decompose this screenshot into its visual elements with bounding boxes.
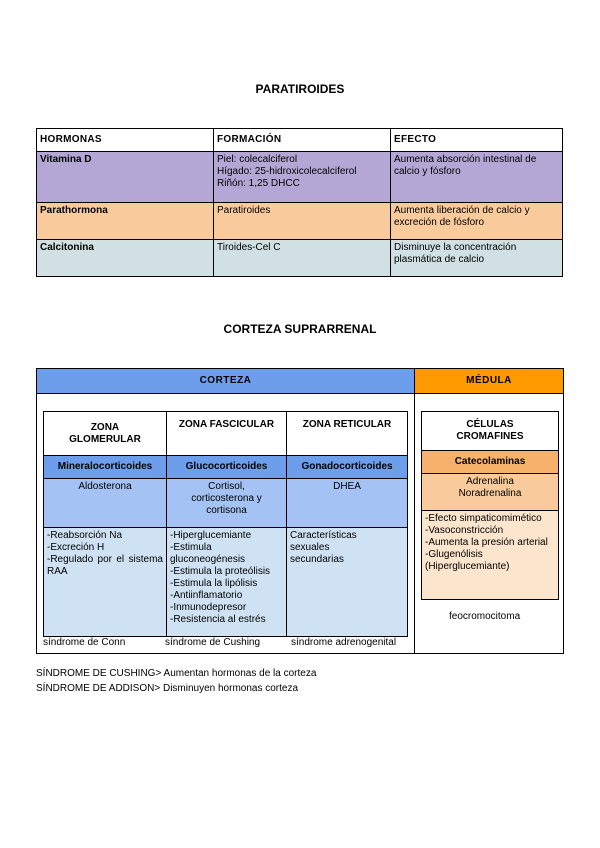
zona-molecula bbox=[167, 479, 287, 528]
sindrome-feocromocitoma: feocromocitoma bbox=[449, 611, 521, 622]
zona-efectos bbox=[167, 528, 287, 637]
molecula-row bbox=[44, 479, 408, 528]
efecto-line: calcio y fósforo bbox=[394, 166, 461, 177]
paratiroides-table bbox=[36, 128, 563, 277]
hormona-cell: Vitamina D bbox=[37, 152, 214, 203]
zona-efectos bbox=[287, 528, 408, 637]
efecto-line: plasmática de calcio bbox=[394, 254, 485, 265]
efecto-line: -Inmunodepresor bbox=[170, 602, 247, 613]
efecto-line: secundarias bbox=[290, 554, 344, 565]
molecula-line: Noradrenalina bbox=[458, 488, 522, 499]
zona-name-line: ZONA bbox=[90, 421, 120, 433]
formacion-line: Paratiroides bbox=[217, 205, 271, 216]
efecto-line: -Hiperglucemiante bbox=[170, 530, 252, 541]
medula-molecula-row bbox=[422, 474, 559, 511]
efecto-line: -Resistencia al estrés bbox=[170, 614, 266, 625]
efecto-line: -Vasoconstricción bbox=[425, 525, 504, 536]
corteza-medula-divider bbox=[414, 393, 415, 653]
efecto-cell bbox=[391, 152, 563, 203]
formacion-cell bbox=[214, 203, 391, 240]
molecula-line: Cortisol, bbox=[208, 481, 245, 492]
zona-reticular-name: ZONA RETICULAR bbox=[287, 412, 408, 456]
efecto-line: gluconeogénesis bbox=[170, 554, 246, 565]
zona-name-line: GLOMERULAR bbox=[69, 433, 141, 445]
band-divider bbox=[37, 393, 563, 394]
molecula-line: DHEA bbox=[333, 481, 361, 492]
zona-hormona: Mineralocorticoides bbox=[44, 456, 167, 479]
corteza-band: CORTEZA bbox=[37, 369, 415, 393]
efecto-line: -Aumenta la presión arterial bbox=[425, 537, 548, 548]
suprarrenal-diagram bbox=[36, 368, 564, 654]
efecto-cell bbox=[391, 203, 563, 240]
medula-hormona: Catecolaminas bbox=[422, 451, 559, 474]
formacion-cell bbox=[214, 240, 391, 277]
table-row bbox=[37, 152, 563, 203]
efecto-line: -Antiinflamatorio bbox=[170, 590, 243, 601]
medula-name-row bbox=[422, 412, 559, 451]
hormona-cell: Calcitonina bbox=[37, 240, 214, 277]
hormona-row bbox=[44, 456, 408, 479]
zona-fascicular-name: ZONA FASCICULAR bbox=[167, 412, 287, 456]
formacion-cell bbox=[214, 152, 391, 203]
header-formacion: FORMACIÓN bbox=[214, 129, 391, 152]
medula-hormona-row bbox=[422, 451, 559, 474]
medula-efectos bbox=[422, 511, 559, 600]
medula-band: MÉDULA bbox=[415, 369, 563, 393]
corteza-table bbox=[43, 411, 408, 637]
molecula-line: Aldosterona bbox=[78, 481, 132, 492]
suprarrenal-title: CORTEZA SUPRARRENAL bbox=[223, 322, 377, 336]
note-addison: SÍNDROME DE ADDISON> Disminuyen hormonas corteza bbox=[36, 683, 299, 694]
zona-glomerular-name bbox=[44, 412, 167, 456]
molecula-line: cortisona bbox=[206, 505, 247, 516]
header-hormonas: HORMONAS bbox=[37, 129, 214, 152]
sindrome-cushing: síndrome de Cushing bbox=[165, 637, 261, 648]
formacion-line: Riñón: 1,25 DHCC bbox=[217, 178, 300, 189]
efecto-line: Disminuye la concentración bbox=[394, 242, 517, 253]
table-row bbox=[37, 240, 563, 277]
note-cushing: SÍNDROME DE CUSHING> Aumentan hormonas de la corteza bbox=[36, 668, 317, 679]
zona-efectos bbox=[44, 528, 167, 637]
sindrome-conn: síndrome de Conn bbox=[43, 637, 126, 648]
medula-table bbox=[421, 411, 559, 600]
paratiroides-title: PARATIROIDES bbox=[255, 82, 345, 96]
table-row bbox=[37, 203, 563, 240]
header-efecto: EFECTO bbox=[391, 129, 563, 152]
hormona-cell: Parathormona bbox=[37, 203, 214, 240]
efectos-row bbox=[44, 528, 408, 637]
efecto-line: -Regulado por el sistema RAA bbox=[47, 554, 163, 577]
efecto-line: excreción de fósforo bbox=[394, 217, 485, 228]
molecula-line: corticosterona y bbox=[191, 493, 262, 504]
efecto-cell bbox=[391, 240, 563, 277]
celulas-cromafines-name bbox=[422, 412, 559, 451]
zona-molecula bbox=[44, 479, 167, 528]
zona-hormona: Gonadocorticoides bbox=[287, 456, 408, 479]
efecto-line: Aumenta absorción intestinal de bbox=[394, 154, 537, 165]
medula-name-line: CÉLULAS bbox=[466, 419, 514, 430]
efecto-line: -Estimula la proteólisis bbox=[170, 566, 271, 577]
formacion-line: Tiroides-Cel C bbox=[217, 242, 281, 253]
sindrome-adrenogenital: síndrome adrenogenital bbox=[291, 637, 397, 648]
efecto-line: -Estimula bbox=[170, 542, 212, 553]
efecto-line: -Efecto simpaticomimético bbox=[425, 513, 542, 524]
medula-name-line: CROMAFINES bbox=[456, 431, 524, 442]
medula-efectos-row bbox=[422, 511, 559, 600]
molecula-line: Adrenalina bbox=[466, 476, 514, 487]
formacion-line: Hígado: 25-hidroxicolecalciferol bbox=[217, 166, 357, 177]
zona-molecula bbox=[287, 479, 408, 528]
efecto-line: Características bbox=[290, 530, 357, 541]
zona-hormona: Glucocorticoides bbox=[167, 456, 287, 479]
efecto-line: -Excreción H bbox=[47, 542, 105, 553]
medula-molecula bbox=[422, 474, 559, 511]
efecto-line: -Estimula la lipólisis bbox=[170, 578, 258, 589]
efecto-line: Aumenta liberación de calcio y bbox=[394, 205, 530, 216]
table-header-row bbox=[37, 129, 563, 152]
efecto-line: sexuales bbox=[290, 542, 330, 553]
efecto-line: -Glugenólisis (Hiperglucemiante) bbox=[425, 549, 510, 572]
efecto-line: -Reabsorción Na bbox=[47, 530, 123, 541]
formacion-line: Piel: colecalciferol bbox=[217, 154, 298, 165]
zona-name-row bbox=[44, 412, 408, 456]
